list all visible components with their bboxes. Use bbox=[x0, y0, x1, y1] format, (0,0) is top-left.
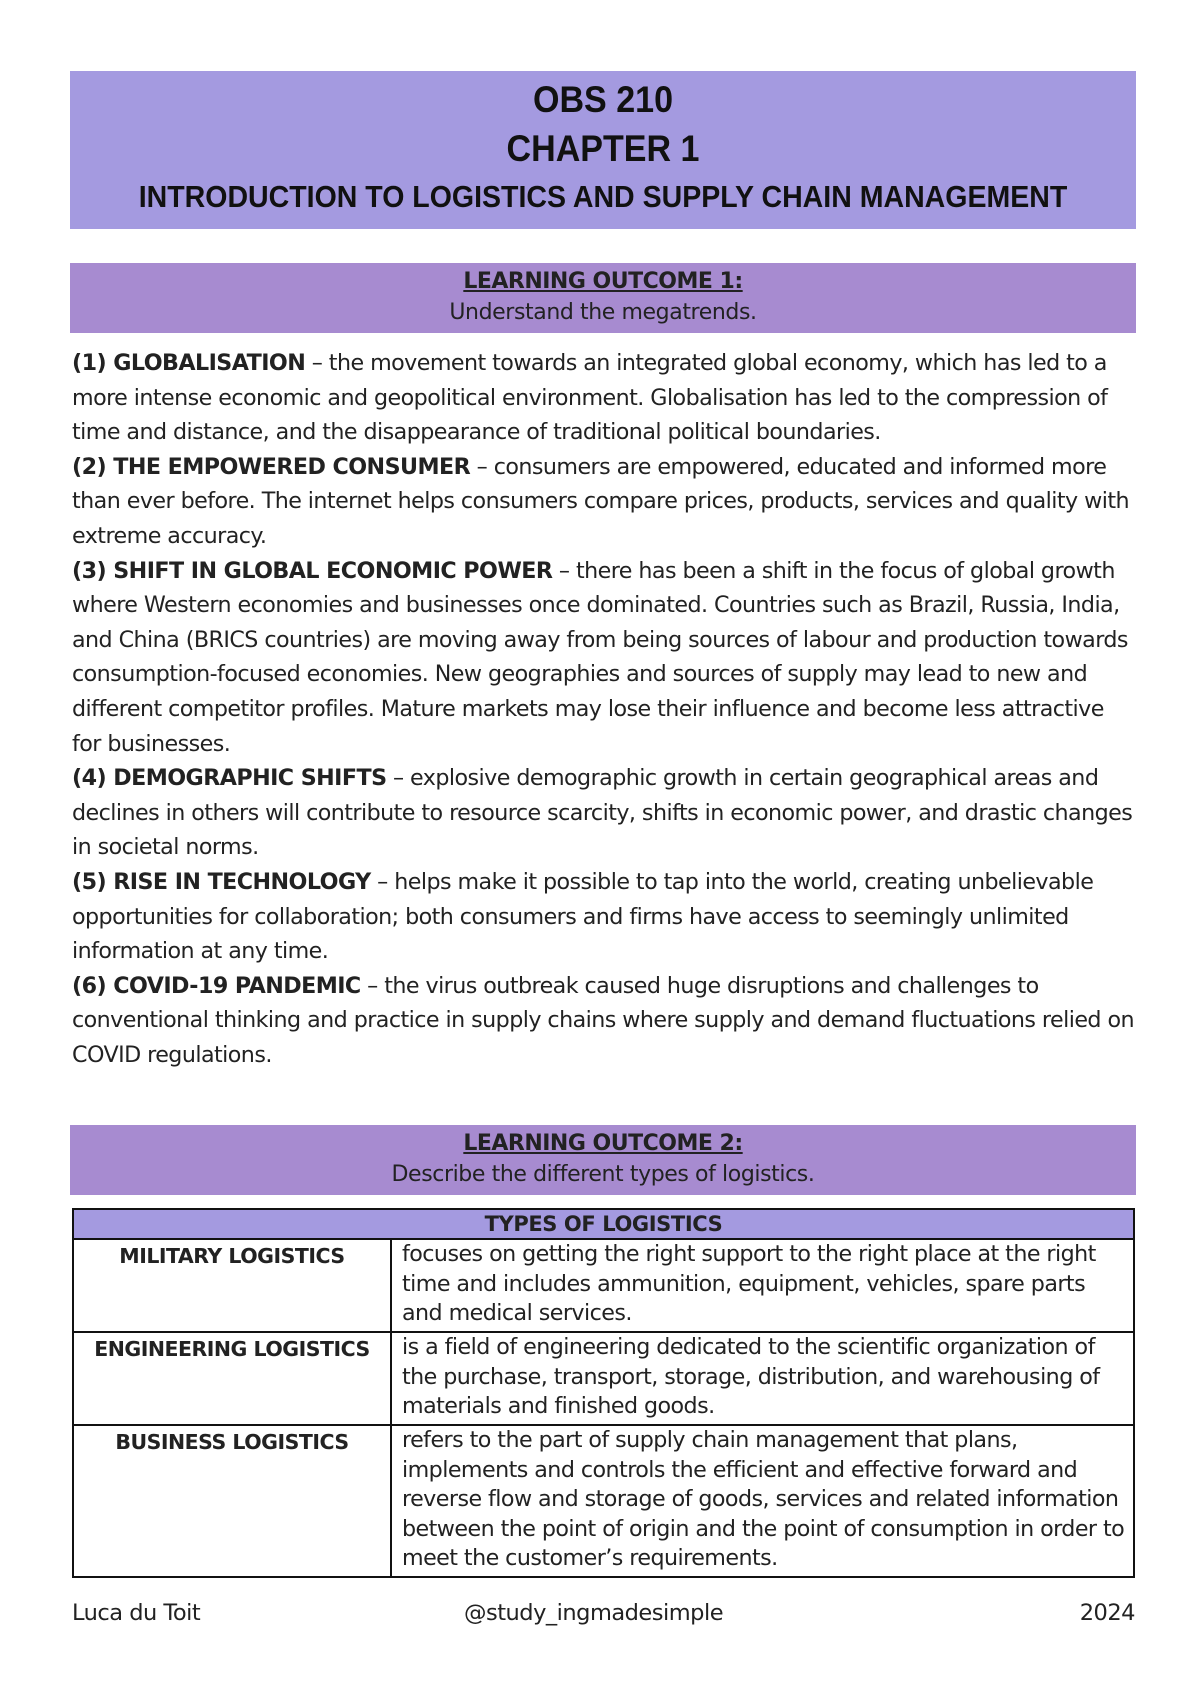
megatrends-list bbox=[72, 346, 1138, 1072]
megatrend-description: – the movement towards an integrated global economy, which has led to a more intense economic and geopolitical environment. Globalisation has led to the compression of time and distance, and the disappearance of traditional political boundaries. bbox=[72, 350, 1108, 446]
logistics-type-description: is a field of engineering dedicated to the scientific organization of the purchase, transport, storage, distribution, and warehousing of materials and finished goods. bbox=[391, 1332, 1134, 1425]
learning-outcome-2-subtitle: Describe the different types of logistics. bbox=[391, 1162, 815, 1187]
learning-outcome-2-heading: LEARNING OUTCOME 2: bbox=[463, 1131, 743, 1156]
megatrend-term: (6) COVID-19 PANDEMIC bbox=[72, 972, 361, 999]
megatrend-item bbox=[72, 969, 1138, 1073]
logistics-type-description: focuses on getting the right support to the right place at the right time and includes ammunition, equipment, vehicles, spare parts and medical services. bbox=[391, 1239, 1134, 1332]
logistics-type-name: MILITARY LOGISTICS bbox=[73, 1239, 391, 1332]
chapter-title: INTRODUCTION TO LOGISTICS AND SUPPLY CHAIN MANAGEMENT bbox=[138, 179, 1068, 214]
table-row bbox=[73, 1239, 1134, 1332]
megatrend-term: (5) RISE IN TECHNOLOGY bbox=[72, 868, 371, 895]
megatrend-item bbox=[72, 450, 1138, 554]
megatrend-item bbox=[72, 865, 1138, 969]
learning-outcome-1-banner bbox=[70, 263, 1136, 333]
logistics-type-name: ENGINEERING LOGISTICS bbox=[73, 1332, 391, 1425]
logistics-type-name: BUSINESS LOGISTICS bbox=[73, 1425, 391, 1577]
megatrend-description: – consumers are empowered, educated and informed more than ever before. The internet helps consumers compare prices, products, services and quality with extreme accuracy. bbox=[72, 453, 1130, 549]
megatrend-item bbox=[72, 761, 1138, 865]
megatrend-item bbox=[72, 346, 1138, 450]
megatrend-description: – explosive demographic growth in certain geographical areas and declines in others will contribute to resource scarcity, shifts in economic power, and drastic changes in societal norms. bbox=[72, 765, 1133, 861]
chapter-number: CHAPTER 1 bbox=[506, 128, 700, 169]
table-header-row bbox=[73, 1209, 1134, 1239]
megatrend-description: – there has been a shift in the focus of global growth where Western economies and businesses once dominated. Countries such as Brazil, Russia, India, and China (BRICS countries) are moving away from being sources of labour and production towards consumption-focused economies. New geographies and sources of supply may lead to new and different competitor profiles. Mature markets may lose their influence and become less attractive for businesses. bbox=[72, 557, 1128, 757]
megatrend-item bbox=[72, 554, 1138, 762]
footer-year: 2024 bbox=[1079, 1600, 1135, 1626]
megatrend-term: (4) DEMOGRAPHIC SHIFTS bbox=[72, 765, 387, 792]
footer-author: Luca du Toit bbox=[72, 1600, 201, 1626]
megatrend-description: – the virus outbreak caused huge disruptions and challenges to conventional thinking and practice in supply chains where supply and demand fluctuations relied on COVID regulations. bbox=[72, 972, 1134, 1068]
document-title-block bbox=[70, 71, 1136, 229]
learning-outcome-2-banner bbox=[70, 1125, 1136, 1195]
logistics-types-table bbox=[72, 1208, 1135, 1578]
learning-outcome-1-heading: LEARNING OUTCOME 1: bbox=[463, 269, 743, 294]
megatrend-term: (2) THE EMPOWERED CONSUMER bbox=[72, 453, 471, 480]
page-footer bbox=[72, 1600, 1135, 1632]
footer-handle: @study_ingmadesimple bbox=[464, 1600, 724, 1626]
logistics-type-description: refers to the part of supply chain management that plans, implements and controls the efficient and effective forward and reverse flow and storage of goods, services and related information between the point of origin and the point of consumption in order to meet the customer’s requirements. bbox=[391, 1425, 1134, 1577]
course-code: OBS 210 bbox=[532, 79, 674, 120]
learning-outcome-1-subtitle: Understand the megatrends. bbox=[449, 300, 757, 325]
table-row bbox=[73, 1332, 1134, 1425]
table-header: TYPES OF LOGISTICS bbox=[73, 1209, 1134, 1239]
megatrend-description: – helps make it possible to tap into the world, creating unbelievable opportunities for collaboration; both consumers and firms have access to seemingly unlimited information at any time. bbox=[72, 868, 1094, 965]
table-row bbox=[73, 1425, 1134, 1577]
megatrend-term: (1) GLOBALISATION bbox=[72, 350, 306, 376]
megatrend-term: (3) SHIFT IN GLOBAL ECONOMIC POWER bbox=[72, 557, 553, 584]
